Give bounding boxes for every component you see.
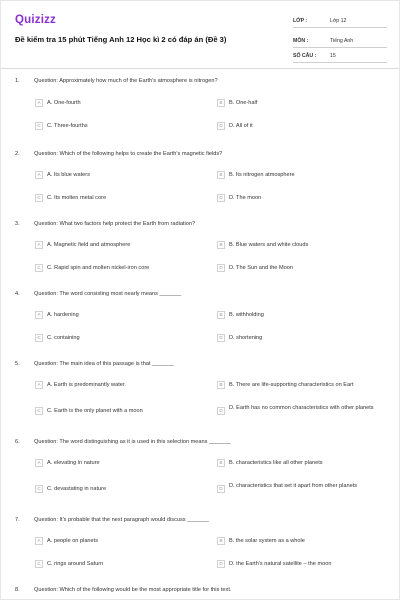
question-1: [1, 78, 400, 151]
meta-value: Tiếng Anh: [330, 38, 354, 44]
option-text: C. Its molten metal core: [47, 195, 107, 201]
question-text: Question: The word consisting most nearly means _______: [34, 291, 182, 297]
question-6: [1, 439, 400, 517]
question-3: [1, 221, 400, 291]
option-letter-box: A: [35, 311, 43, 319]
option-text: B. One-half: [229, 100, 258, 106]
meta-row-class: [293, 13, 387, 28]
option-text: A. Magnetic field and atmosphere: [47, 242, 131, 248]
question-8: [1, 587, 400, 600]
meta-label: MÔN :: [293, 38, 309, 44]
option-text: B. There are life-supporting characteristics on Eart: [229, 382, 354, 388]
option-text: A. Earth is predominantly water.: [47, 382, 126, 388]
question-number: 5.: [15, 361, 20, 367]
question-text: Question: Which of the following would be the most appropriate title for this text.: [34, 587, 232, 593]
question-list: [1, 78, 400, 600]
header: [1, 1, 400, 65]
meta-value: 15: [330, 53, 336, 59]
question-text: Question: The word distinguishing as it is used in this selection means _______: [34, 439, 231, 445]
option-letter-box: A: [35, 171, 43, 179]
option-letter-box: A: [35, 241, 43, 249]
question-number: 2.: [15, 151, 20, 157]
question-number: 8.: [15, 587, 20, 593]
question-text: Question: Which of the following helps to create the Earth's magnetic fields?: [34, 151, 223, 157]
question-number: 7.: [15, 517, 20, 523]
option-letter-box: B: [217, 311, 225, 319]
option-letter-box: D: [217, 334, 225, 342]
page-title: Đề kiểm tra 15 phút Tiếng Anh 12 Học kì 2 có đáp án (Đề 3): [15, 35, 227, 44]
option-text: B. the solar system as a whole: [229, 538, 305, 544]
meta-label: SỐ CÂU :: [293, 53, 317, 59]
option-letter-box: C: [35, 407, 43, 415]
option-text: A. One-fourth: [47, 100, 81, 106]
question-text: Question: What two factors help protect the Earth from radiation?: [34, 221, 196, 227]
option-text: C. Three-fourths: [47, 123, 88, 129]
option-text: A. elevating in nature: [47, 460, 100, 466]
question-number: 3.: [15, 221, 20, 227]
option-text: D. the Earth's natural satellite – the moon: [229, 561, 332, 567]
option-text: C. Earth is the only planet with a moon: [47, 408, 143, 414]
option-letter-box: B: [217, 459, 225, 467]
option-text: B. Its nitrogen atmosphere: [229, 172, 295, 178]
meta-label: LỚP :: [293, 18, 308, 24]
option-letter-box: D: [217, 264, 225, 272]
option-letter-box: D: [217, 407, 225, 415]
option-text: A. hardening: [47, 312, 79, 318]
option-text: C. Rapid spin and molten nickel-iron core: [47, 265, 150, 271]
option-letter-box: D: [217, 485, 225, 493]
header-divider: [1, 68, 400, 69]
option-text: D. Earth has no common characteristics with other planets: [229, 405, 374, 411]
option-letter-box: B: [217, 171, 225, 179]
option-text: D. characteristics that set it apart from other planets: [229, 483, 358, 489]
option-text: C. rings around Saturn: [47, 561, 104, 567]
question-4: [1, 291, 400, 361]
option-text: C. containing: [47, 335, 80, 341]
option-letter-box: C: [35, 122, 43, 130]
option-letter-box: C: [35, 334, 43, 342]
option-letter-box: B: [217, 241, 225, 249]
option-letter-box: A: [35, 537, 43, 545]
question-number: 1.: [15, 78, 20, 84]
question-text: Question: It's probable that the next paragraph would discuss _______: [34, 517, 209, 523]
option-letter-box: C: [35, 485, 43, 493]
option-text: C. devastating in nature: [47, 486, 107, 492]
option-letter-box: D: [217, 194, 225, 202]
question-5: [1, 361, 400, 439]
question-number: 6.: [15, 439, 20, 445]
meta-row-count: [293, 48, 387, 63]
option-letter-box: A: [35, 99, 43, 107]
meta-value: Lớp 12: [330, 18, 347, 24]
option-text: D. shortening: [229, 335, 263, 341]
option-letter-box: C: [35, 194, 43, 202]
option-letter-box: D: [217, 122, 225, 130]
option-text: D. The Sun and the Moon: [229, 265, 293, 271]
option-text: B. withholding: [229, 312, 264, 318]
option-text: A. people on planets: [47, 538, 99, 544]
option-letter-box: C: [35, 264, 43, 272]
option-text: D. All of it: [229, 123, 253, 129]
option-letter-box: B: [217, 537, 225, 545]
question-text: Question: The main idea of this passage is that _______: [34, 361, 174, 367]
option-text: B. Blue waters and white clouds: [229, 242, 309, 248]
meta-box: [293, 13, 387, 63]
option-text: D. The moon: [229, 195, 262, 201]
quizizz-logo[interactable]: Quizizz: [15, 14, 57, 26]
question-7: [1, 517, 400, 587]
option-text: A. Its blue waters: [47, 172, 90, 178]
meta-row-subject: [293, 28, 387, 48]
option-letter-box: A: [35, 381, 43, 389]
question-text: Question: Approximately how much of the Earth's atmosphere is nitrogen?: [34, 78, 218, 84]
option-letter-box: B: [217, 99, 225, 107]
option-letter-box: D: [217, 560, 225, 568]
option-letter-box: C: [35, 560, 43, 568]
option-letter-box: A: [35, 459, 43, 467]
option-letter-box: B: [217, 381, 225, 389]
option-text: B. characteristics like all other planets: [229, 460, 323, 466]
question-2: [1, 151, 400, 221]
question-number: 4.: [15, 291, 20, 297]
